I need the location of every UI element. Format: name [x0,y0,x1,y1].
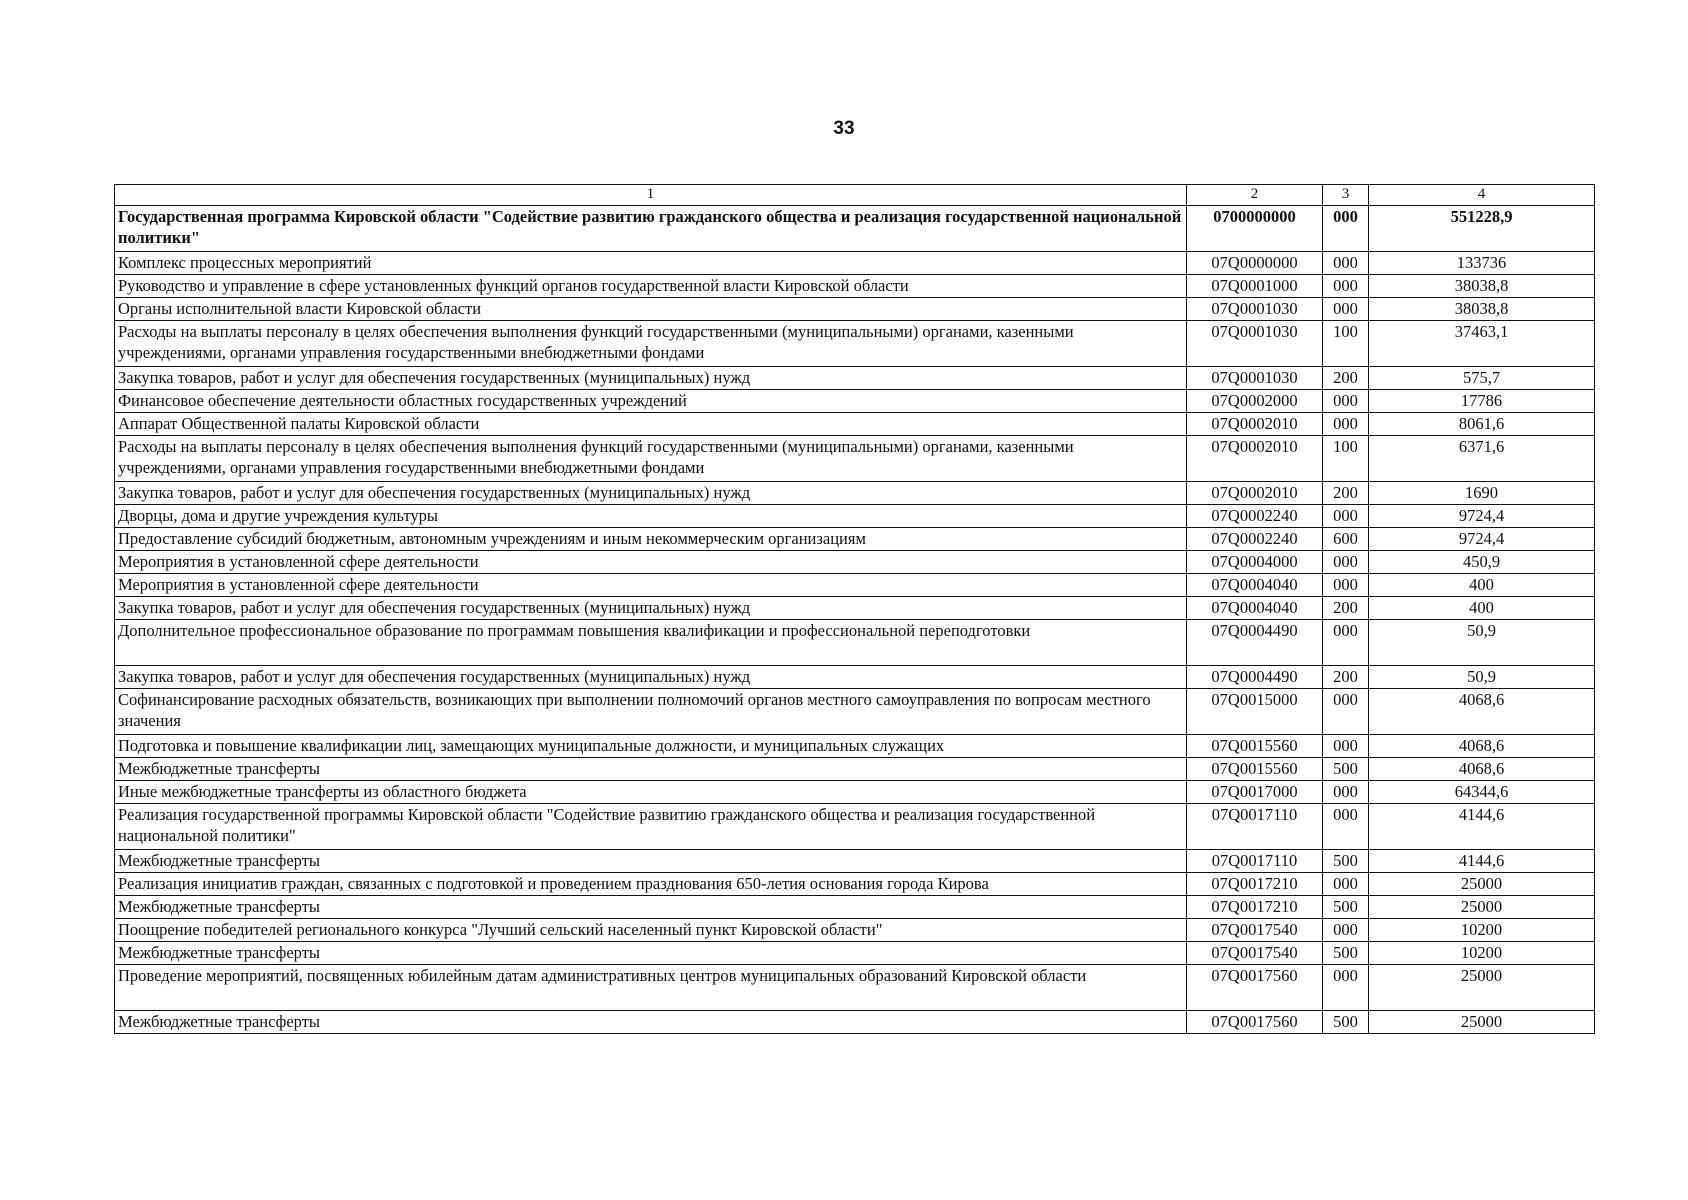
row-name-cell: Закупка товаров, работ и услуг для обеспечения государственных (муниципальных) нужд [115,597,1187,620]
row-code-cell: 07Q0002000 [1187,390,1323,413]
row-type-cell: 000 [1323,620,1369,666]
row-name-cell: Межбюджетные трансферты [115,1011,1187,1034]
row-type-cell: 000 [1323,505,1369,528]
table-row [115,873,1595,896]
row-sum-cell: 37463,1 [1369,321,1595,367]
row-sum-cell: 38038,8 [1369,298,1595,321]
table-row [115,735,1595,758]
row-type-cell: 600 [1323,528,1369,551]
row-type-cell: 000 [1323,574,1369,597]
row-name-cell: Поощрение победителей регионального конкурса "Лучший сельский населенный пункт Кировской области" [115,919,1187,942]
row-code-cell: 07Q0017110 [1187,850,1323,873]
row-code-cell: 07Q0001030 [1187,321,1323,367]
table-row [115,919,1595,942]
row-code-cell: 07Q0017560 [1187,965,1323,1011]
row-type-cell: 500 [1323,850,1369,873]
row-sum-cell: 10200 [1369,942,1595,965]
table-header-row [115,185,1595,206]
row-code-cell: 07Q0017110 [1187,804,1323,850]
row-code-cell: 07Q0017210 [1187,896,1323,919]
row-type-cell: 000 [1323,965,1369,1011]
row-sum-cell: 551228,9 [1369,206,1595,252]
row-sum-cell: 64344,6 [1369,781,1595,804]
table-row [115,597,1595,620]
row-name-cell: Комплекс процессных мероприятий [115,252,1187,275]
row-code-cell: 07Q0004490 [1187,666,1323,689]
row-code-cell: 07Q0017210 [1187,873,1323,896]
row-sum-cell: 50,9 [1369,620,1595,666]
page-number: 33 [833,118,855,139]
row-name-cell: Расходы на выплаты персоналу в целях обеспечения выполнения функций государственными (муниципальными) органами, казенными учреждениями, органами управления государственными внебюджетными фондами [115,321,1187,367]
row-code-cell: 07Q0002010 [1187,436,1323,482]
column-header-4: 4 [1369,185,1595,206]
table-row [115,574,1595,597]
row-name-cell: Аппарат Общественной палаты Кировской области [115,413,1187,436]
row-sum-cell: 4144,6 [1369,804,1595,850]
row-code-cell: 07Q0017540 [1187,919,1323,942]
table-row [115,896,1595,919]
row-type-cell: 500 [1323,942,1369,965]
column-header-2: 2 [1187,185,1323,206]
row-name-cell: Мероприятия в установленной сфере деятельности [115,551,1187,574]
row-sum-cell: 17786 [1369,390,1595,413]
row-sum-cell: 1690 [1369,482,1595,505]
table-row [115,206,1595,252]
row-code-cell: 07Q0001030 [1187,367,1323,390]
table-row [115,781,1595,804]
row-sum-cell: 4068,6 [1369,689,1595,735]
table-row [115,321,1595,367]
row-sum-cell: 50,9 [1369,666,1595,689]
row-code-cell: 07Q0002010 [1187,482,1323,505]
table-row [115,804,1595,850]
row-type-cell: 000 [1323,298,1369,321]
row-name-cell: Межбюджетные трансферты [115,942,1187,965]
table-row [115,758,1595,781]
table-row [115,252,1595,275]
row-name-cell: Предоставление субсидий бюджетным, автономным учреждениям и иным некоммерческим организациям [115,528,1187,551]
table-row [115,850,1595,873]
row-type-cell: 000 [1323,206,1369,252]
row-type-cell: 000 [1323,275,1369,298]
row-name-cell: Софинансирование расходных обязательств, возникающих при выполнении полномочий органов местного самоуправления по вопросам местного значения [115,689,1187,735]
row-sum-cell: 25000 [1369,1011,1595,1034]
table-row [115,413,1595,436]
row-type-cell: 000 [1323,551,1369,574]
row-code-cell: 07Q0004040 [1187,574,1323,597]
table-row [115,298,1595,321]
row-type-cell: 000 [1323,873,1369,896]
table-row [115,482,1595,505]
row-type-cell: 500 [1323,758,1369,781]
row-type-cell: 200 [1323,482,1369,505]
table-row [115,275,1595,298]
row-code-cell: 07Q0004040 [1187,597,1323,620]
row-sum-cell: 9724,4 [1369,505,1595,528]
table-row [115,528,1595,551]
row-name-cell: Закупка товаров, работ и услуг для обеспечения государственных (муниципальных) нужд [115,666,1187,689]
column-header-1: 1 [115,185,1187,206]
row-sum-cell: 25000 [1369,965,1595,1011]
row-code-cell: 07Q0002240 [1187,505,1323,528]
row-name-cell: Дворцы, дома и другие учреждения культуры [115,505,1187,528]
row-code-cell: 07Q0017540 [1187,942,1323,965]
row-sum-cell: 38038,8 [1369,275,1595,298]
row-type-cell: 000 [1323,919,1369,942]
row-name-cell: Иные межбюджетные трансферты из областного бюджета [115,781,1187,804]
row-code-cell: 07Q0017560 [1187,1011,1323,1034]
row-code-cell: 07Q0001000 [1187,275,1323,298]
row-code-cell: 07Q0015560 [1187,735,1323,758]
row-type-cell: 100 [1323,436,1369,482]
row-code-cell: 07Q0015000 [1187,689,1323,735]
row-type-cell: 500 [1323,1011,1369,1034]
row-sum-cell: 133736 [1369,252,1595,275]
row-name-cell: Проведение мероприятий, посвященных юбилейным датам административных центров муниципальных образований Кировской области [115,965,1187,1011]
row-name-cell: Дополнительное профессиональное образование по программам повышения квалификации и профессиональной переподготовки [115,620,1187,666]
row-code-cell: 07Q0015560 [1187,758,1323,781]
row-sum-cell: 8061,6 [1369,413,1595,436]
row-type-cell: 000 [1323,390,1369,413]
row-code-cell: 07Q0001030 [1187,298,1323,321]
row-sum-cell: 9724,4 [1369,528,1595,551]
row-sum-cell: 400 [1369,597,1595,620]
table-body [115,206,1595,1034]
table-row [115,505,1595,528]
row-sum-cell: 4068,6 [1369,735,1595,758]
table-row [115,436,1595,482]
row-type-cell: 000 [1323,804,1369,850]
row-type-cell: 200 [1323,597,1369,620]
table-row [115,551,1595,574]
row-name-cell: Расходы на выплаты персоналу в целях обеспечения выполнения функций государственными (муниципальными) органами, казенными учреждениями, органами управления государственными внебюджетными фондами [115,436,1187,482]
table-row [115,689,1595,735]
row-sum-cell: 6371,6 [1369,436,1595,482]
row-sum-cell: 575,7 [1369,367,1595,390]
row-sum-cell: 400 [1369,574,1595,597]
row-code-cell: 07Q0004490 [1187,620,1323,666]
row-name-cell: Реализация государственной программы Кировской области "Содействие развитию гражданского общества и реализация государственной национальной политики" [115,804,1187,850]
table-row [115,666,1595,689]
row-name-cell: Органы исполнительной власти Кировской области [115,298,1187,321]
row-name-cell: Руководство и управление в сфере установленных функций органов государственной власти Кировской области [115,275,1187,298]
row-code-cell: 0700000000 [1187,206,1323,252]
row-code-cell: 07Q0017000 [1187,781,1323,804]
row-type-cell: 500 [1323,896,1369,919]
row-type-cell: 000 [1323,413,1369,436]
row-type-cell: 000 [1323,781,1369,804]
row-sum-cell: 25000 [1369,896,1595,919]
row-type-cell: 000 [1323,252,1369,275]
row-name-cell: Государственная программа Кировской области "Содействие развитию гражданского общества и реализация государственной национальной политики" [115,206,1187,252]
table-row [115,367,1595,390]
row-sum-cell: 25000 [1369,873,1595,896]
row-type-cell: 000 [1323,689,1369,735]
row-sum-cell: 4068,6 [1369,758,1595,781]
row-name-cell: Мероприятия в установленной сфере деятельности [115,574,1187,597]
row-name-cell: Межбюджетные трансферты [115,850,1187,873]
table-row [115,942,1595,965]
row-name-cell: Реализация инициатив граждан, связанных с подготовкой и проведением празднования 650-летия основания города Кирова [115,873,1187,896]
row-type-cell: 000 [1323,735,1369,758]
row-code-cell: 07Q0004000 [1187,551,1323,574]
column-header-3: 3 [1323,185,1369,206]
row-sum-cell: 10200 [1369,919,1595,942]
table-row [115,1011,1595,1034]
row-name-cell: Межбюджетные трансферты [115,758,1187,781]
row-name-cell: Финансовое обеспечение деятельности областных государственных учреждений [115,390,1187,413]
row-name-cell: Закупка товаров, работ и услуг для обеспечения государственных (муниципальных) нужд [115,367,1187,390]
row-sum-cell: 450,9 [1369,551,1595,574]
row-code-cell: 07Q0002240 [1187,528,1323,551]
row-type-cell: 100 [1323,321,1369,367]
row-name-cell: Межбюджетные трансферты [115,896,1187,919]
table-row [115,620,1595,666]
row-code-cell: 07Q0000000 [1187,252,1323,275]
row-type-cell: 200 [1323,367,1369,390]
row-name-cell: Подготовка и повышение квалификации лиц, замещающих муниципальные должности, и муниципальных служащих [115,735,1187,758]
table-row [115,390,1595,413]
row-code-cell: 07Q0002010 [1187,413,1323,436]
row-name-cell: Закупка товаров, работ и услуг для обеспечения государственных (муниципальных) нужд [115,482,1187,505]
row-type-cell: 200 [1323,666,1369,689]
table-row [115,965,1595,1011]
budget-table [114,184,1595,1034]
row-sum-cell: 4144,6 [1369,850,1595,873]
